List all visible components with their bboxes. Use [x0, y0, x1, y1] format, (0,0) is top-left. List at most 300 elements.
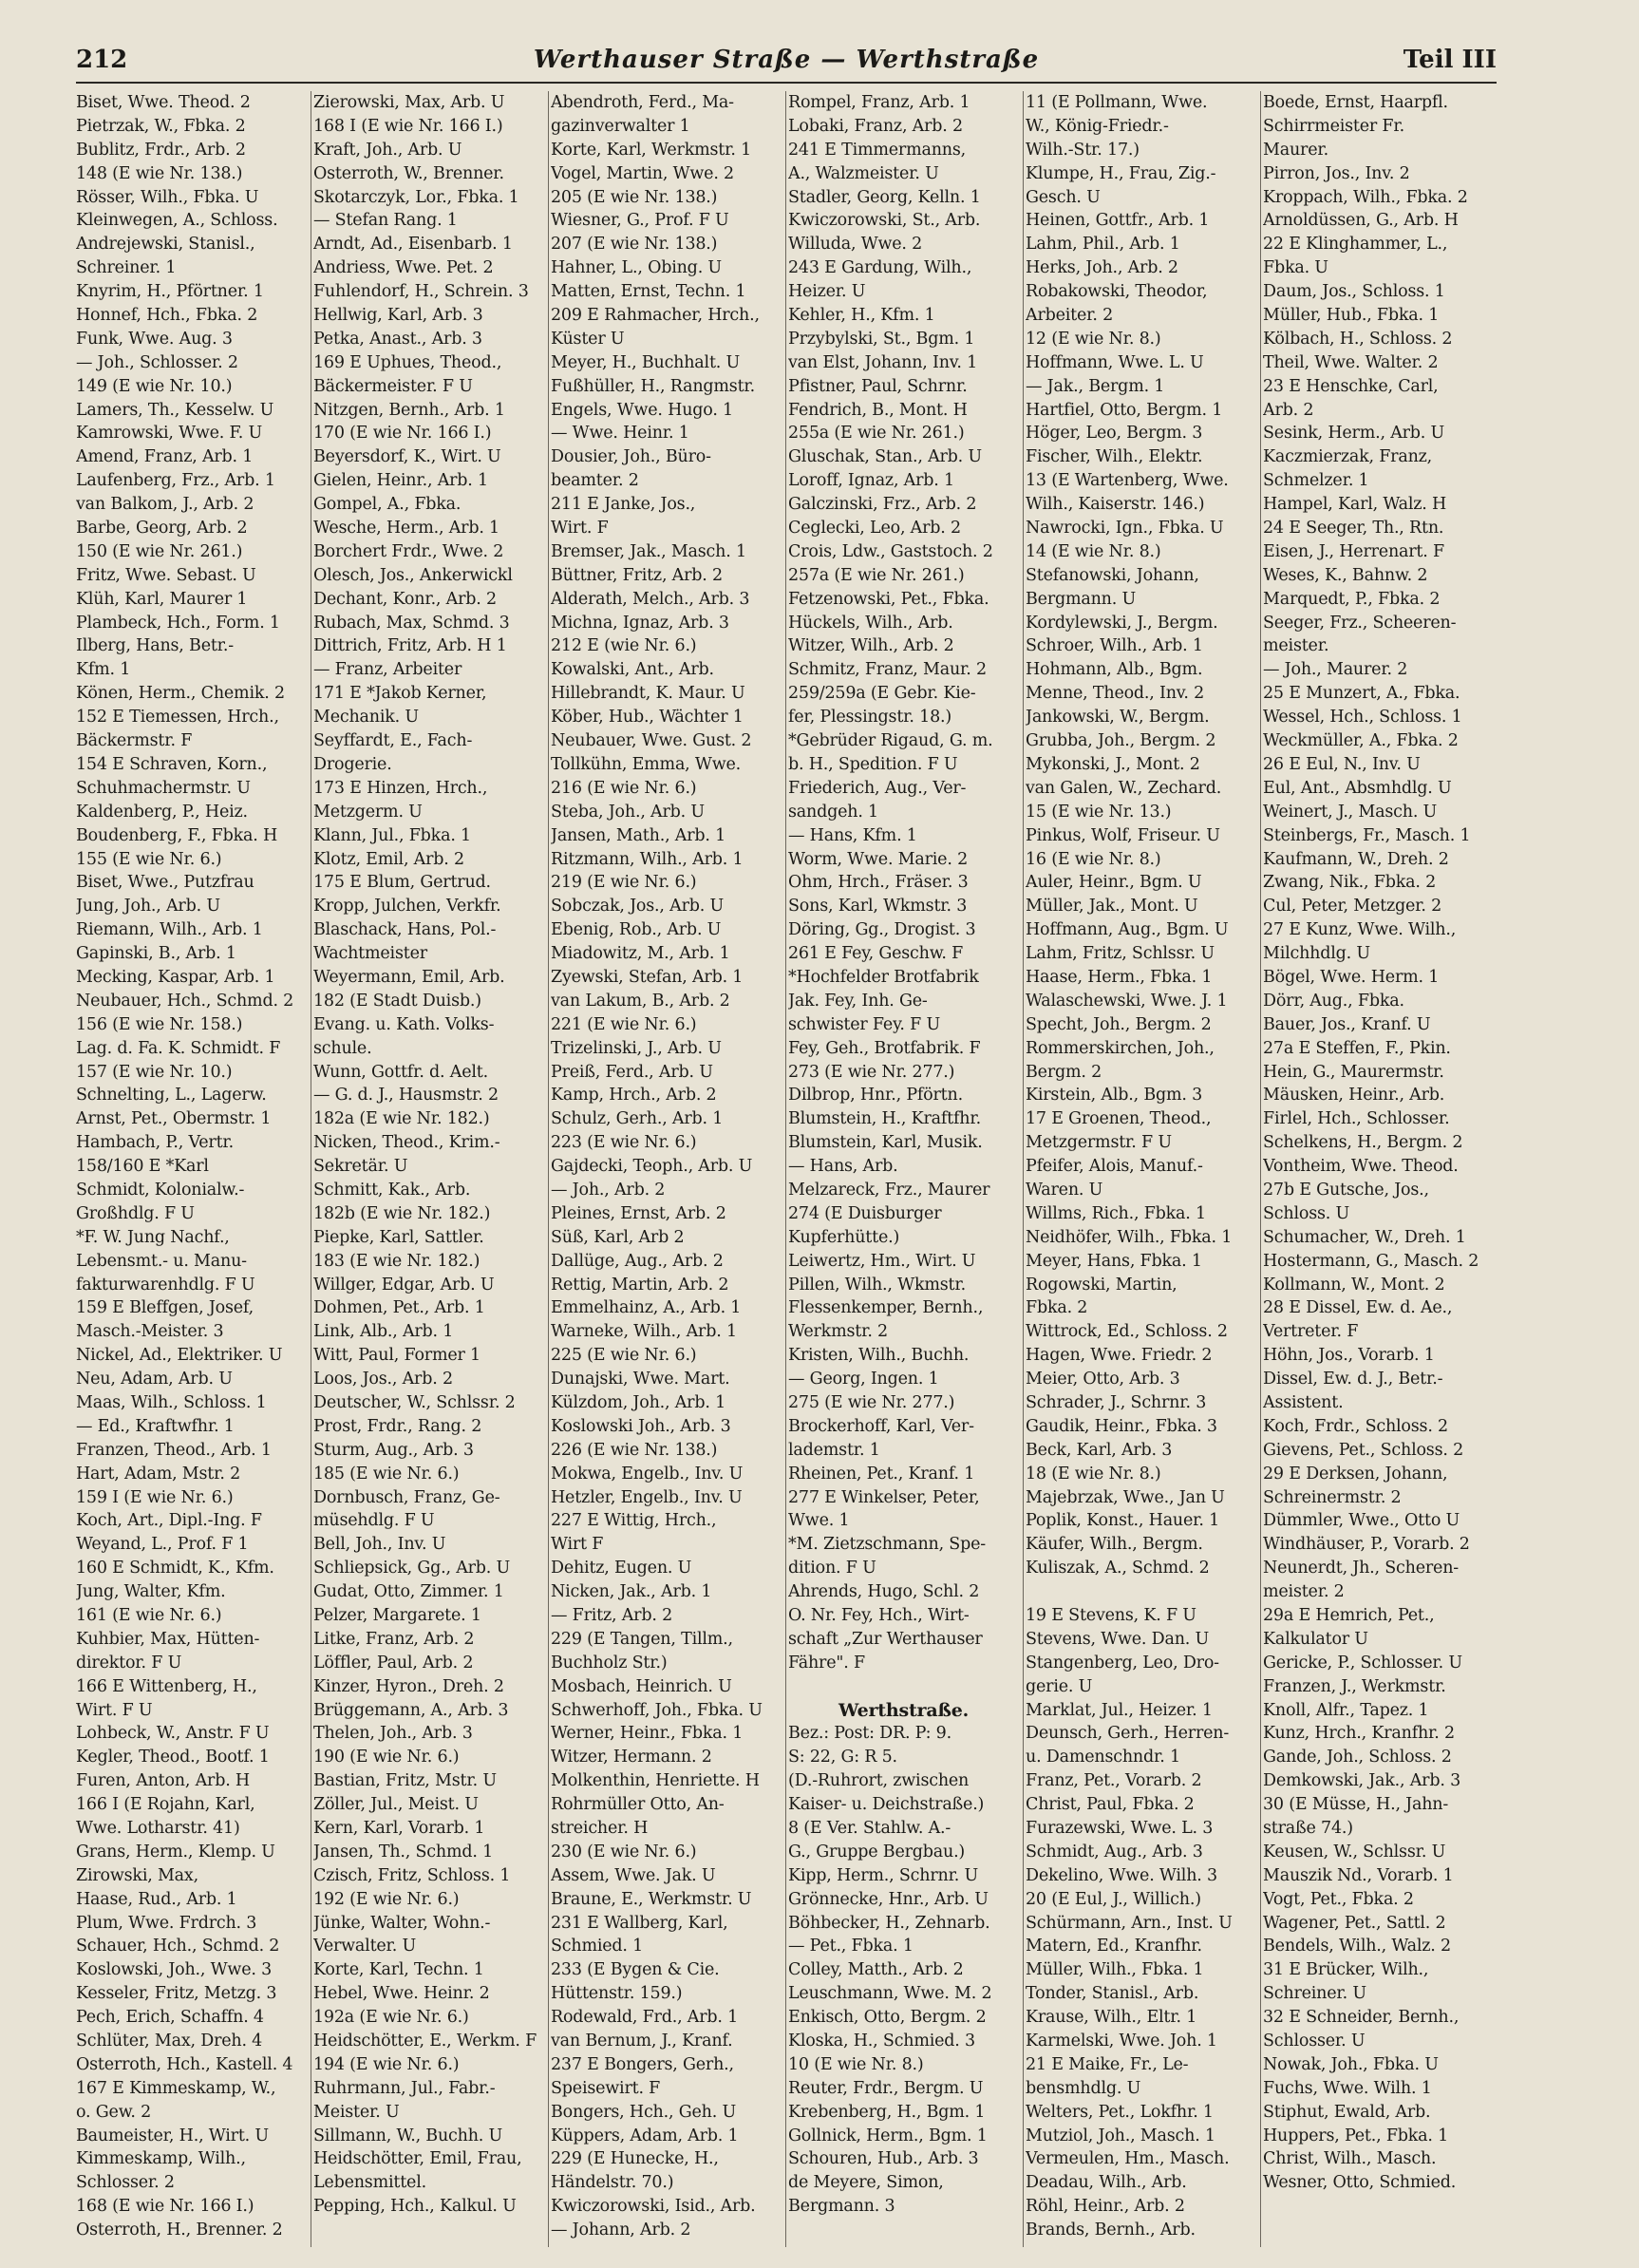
- directory-entry: Schürmann, Arn., Inst. U: [1026, 1913, 1233, 1933]
- directory-entry: Franz, Pet., Vorarb. 2: [1026, 1771, 1202, 1791]
- directory-entry: 243 E Gardung, Wilh.,: [788, 258, 972, 278]
- directory-entry: Kegler, Theod., Bootf. 1: [76, 1748, 270, 1767]
- directory-entry: — Jak., Bergm. 1: [1026, 376, 1165, 396]
- directory-entry: 32 E Schneider, Bernh.,: [1263, 2008, 1460, 2028]
- directory-entry: van Lakum, B., Arb. 2: [551, 991, 730, 1011]
- directory-entry: Czisch, Fritz, Schloss. 1: [313, 1865, 511, 1885]
- directory-entry: Arbeiter. 2: [1026, 306, 1114, 326]
- directory-entry: Schouren, Hub., Arb. 3: [788, 2149, 979, 2169]
- directory-entry: Kropp, Julchen, Verkfr.: [313, 897, 501, 917]
- directory-entry: 27a E Steffen, F., Pkin.: [1263, 1038, 1451, 1058]
- directory-entry: Keusen, W., Schlssr. U: [1263, 1842, 1446, 1862]
- directory-entry: van Bernum, J., Kranf.: [551, 2032, 733, 2051]
- directory-entry: Lahm, Phil., Arb. 1: [1026, 235, 1180, 255]
- directory-entry: Theil, Wwe. Walter. 2: [1263, 352, 1439, 372]
- directory-entry: *M. Zietzschmann, Spe-: [788, 1535, 986, 1555]
- directory-entry: Meyer, H., Buchhalt. U: [551, 352, 741, 372]
- directory-entry: Jansen, Th., Schmd. 1: [313, 1842, 494, 1862]
- directory-entry: Stefanowski, Johann,: [1026, 565, 1199, 585]
- directory-entry: Kaiser- u. Deichstraße.): [788, 1795, 985, 1815]
- directory-entry: Schnelting, L., Lagerw.: [76, 1086, 267, 1106]
- directory-entry: Pinkus, Wolf, Friseur. U: [1026, 825, 1220, 845]
- directory-entry: Metzgermstr. F U: [1026, 1133, 1172, 1153]
- directory-entry: Osterroth, H., Brenner. 2: [76, 2221, 283, 2240]
- directory-entry: Heidschötter, E., Werkm. F: [313, 2032, 537, 2051]
- directory-entry: Gudat, Otto, Zimmer. 1: [313, 1582, 504, 1602]
- directory-entry: Zierowski, Max, Arb. U: [313, 93, 505, 112]
- directory-entry: Koslowski Joh., Arb. 3: [551, 1416, 731, 1436]
- directory-entry: Heidschötter, Emil, Frau,: [313, 2149, 522, 2169]
- directory-entry: — Georg, Ingen. 1: [788, 1370, 939, 1389]
- directory-entry: Rettig, Martin, Arb. 2: [551, 1275, 729, 1295]
- directory-entry: Majebrzak, Wwe., Jan U: [1026, 1487, 1225, 1507]
- directory-entry: 257a (E wie Nr. 261.): [788, 565, 965, 585]
- directory-entry: Matern, Ed., Kranfhr.: [1026, 1937, 1202, 1956]
- directory-entry: Klumpe, H., Frau, Zig.-: [1026, 163, 1216, 183]
- directory-entry: 192a (E wie Nr. 6.): [313, 2008, 469, 2028]
- directory-entry: Wagener, Pet., Sattl. 2: [1263, 1913, 1446, 1933]
- directory-entry: Schwerhoff, Joh., Fbka. U: [551, 1700, 763, 1720]
- directory-entry: 159 E Bleffgen, Josef,: [76, 1298, 254, 1318]
- directory-entry: 175 E Blum, Gertrud.: [313, 873, 491, 893]
- directory-entry: Sillmann, W., Buchh. U: [313, 2126, 503, 2145]
- directory-entry: meister.: [1263, 636, 1329, 656]
- directory-entry: 8 (E Ver. Stahlw. A.-: [788, 1819, 951, 1839]
- directory-entry: 182 (E Stadt Duisb.): [313, 991, 481, 1011]
- directory-entry: Bäckermeister. F U: [313, 376, 473, 396]
- directory-entry: Olesch, Jos., Ankerwickl: [313, 565, 513, 585]
- directory-entry: Tollkühn, Emma, Wwe.: [551, 754, 741, 774]
- directory-entry: Meister. U: [313, 2102, 400, 2122]
- directory-entry: Kristen, Wilh., Buchh.: [788, 1346, 970, 1366]
- directory-entry: Haase, Herm., Fbka. 1: [1026, 967, 1213, 987]
- directory-entry: Eul, Ant., Absmhdlg. U: [1263, 778, 1452, 798]
- directory-entry: Bez.: Post: DR. P: 9.: [788, 1724, 951, 1744]
- directory-entry: van Balkom, J., Arb. 2: [76, 495, 254, 515]
- directory-entry: beamter. 2: [551, 471, 639, 491]
- directory-entry: Lebensmt.- u. Manu-: [76, 1251, 247, 1271]
- directory-entry: Gande, Joh., Schloss. 2: [1263, 1748, 1452, 1767]
- directory-entry: Hebel, Wwe. Heinr. 2: [313, 1984, 490, 2004]
- directory-entry: fakturwarenhdlg. F U: [76, 1275, 255, 1295]
- directory-entry: 169 E Uphues, Theod.,: [313, 352, 502, 372]
- directory-entry: 152 E Tiemessen, Hrch.,: [76, 708, 279, 728]
- directory-entry: Müller, Hub., Fbka. 1: [1263, 306, 1440, 326]
- directory-entry: Arnst, Pet., Obermstr. 1: [76, 1109, 272, 1129]
- directory-entry: Haase, Rud., Arb. 1: [76, 1889, 237, 1909]
- directory-entry: Pelzer, Margarete. 1: [313, 1606, 481, 1625]
- directory-entry: Crois, Ldw., Gaststoch. 2: [788, 541, 993, 561]
- directory-entry: 209 E Rahmacher, Hrch.,: [551, 306, 760, 326]
- directory-entry: Dilbrop, Hnr., Pförtn.: [788, 1086, 963, 1106]
- directory-entry: 192 (E wie Nr. 6.): [313, 1889, 460, 1909]
- directory-entry: Melzareck, Frz., Maurer: [788, 1180, 990, 1200]
- directory-entry: Wwe. 1: [788, 1511, 850, 1531]
- volume-label: Teil III: [1403, 46, 1497, 74]
- directory-entry: Jung, Walter, Kfm.: [76, 1582, 226, 1602]
- directory-entry: Krause, Wilh., Eltr. 1: [1026, 2008, 1197, 2028]
- directory-entry: Karmelski, Wwe. Joh. 1: [1026, 2032, 1217, 2051]
- directory-entry: Wesche, Herm., Arb. 1: [313, 519, 499, 539]
- directory-entry: Kwiczorowski, St., Arb.: [788, 211, 981, 231]
- directory-entry: Weses, K., Bahnw. 2: [1263, 565, 1428, 585]
- directory-entry: Fetzenowski, Pet., Fbka.: [788, 589, 989, 609]
- directory-entry: Schmidt, Kolonialw.-: [76, 1180, 245, 1200]
- directory-entry: 18 (E wie Nr. 8.): [1026, 1464, 1161, 1484]
- directory-entry: 11 (E Pollmann, Wwe.: [1026, 93, 1208, 112]
- directory-entry: Franzen, J., Werkmstr.: [1263, 1676, 1446, 1696]
- directory-entry: Bell, Joh., Inv. U: [313, 1535, 446, 1555]
- directory-entry: Gapinski, B., Arb. 1: [76, 944, 236, 964]
- directory-entry: Kleinwegen, A., Schloss.: [76, 211, 278, 231]
- directory-entry: Küster U: [551, 329, 625, 349]
- directory-entry: Skotarczyk, Lor., Fbka. 1: [313, 187, 519, 207]
- directory-entry: Weyand, L., Prof. F 1: [76, 1535, 249, 1555]
- directory-entry: Schauer, Hch., Schmd. 2: [76, 1937, 280, 1956]
- directory-entry: Bongers, Hch., Geh. U: [551, 2102, 736, 2122]
- directory-entry: Bergmann. U: [1026, 589, 1137, 609]
- directory-entry: 241 E Timmermanns,: [788, 140, 966, 160]
- directory-entry: Pepping, Hch., Kalkul. U: [313, 2197, 517, 2217]
- directory-entry: Fischer, Wilh., Elektr.: [1026, 447, 1203, 467]
- directory-entry: Eisen, J., Herrenart. F: [1263, 541, 1444, 561]
- directory-entry: Alderath, Melch., Arb. 3: [551, 589, 750, 609]
- directory-entry: [788, 1675, 1019, 1699]
- directory-entry: Christ, Paul, Fbka. 2: [1026, 1795, 1195, 1815]
- directory-entry: Demkowski, Jak., Arb. 3: [1263, 1771, 1461, 1791]
- directory-entry: 14 (E wie Nr. 8.): [1026, 541, 1161, 561]
- directory-entry: Kunz, Hrch., Kranfhr. 2: [1263, 1724, 1455, 1744]
- directory-entry: Loos, Jos., Arb. 2: [313, 1370, 453, 1389]
- column-2: [311, 91, 549, 2247]
- directory-entry: 231 E Wallberg, Karl,: [551, 1913, 728, 1933]
- directory-entry: Laufenberg, Frz., Arb. 1: [76, 471, 275, 491]
- directory-entry: Stevens, Wwe. Dan. U: [1026, 1629, 1210, 1649]
- directory-entry: 160 E Schmidt, K., Kfm.: [76, 1559, 274, 1578]
- directory-entry: Großhdlg. F U: [76, 1203, 195, 1223]
- directory-entry: Werner, Heinr., Fbka. 1: [551, 1724, 744, 1744]
- directory-entry: Kupferhütte.): [788, 1227, 900, 1247]
- directory-entry: schwister Fey. F U: [788, 1014, 941, 1034]
- directory-entry: Jünke, Walter, Wohn.-: [313, 1913, 491, 1933]
- directory-entry: Mäusken, Heinr., Arb.: [1263, 1086, 1445, 1106]
- directory-entry: Gajdecki, Teoph., Arb. U: [551, 1157, 753, 1177]
- directory-entry: Specht, Joh., Bergm. 2: [1026, 1014, 1212, 1034]
- directory-entry: Kehler, H., Kfm. 1: [788, 306, 935, 326]
- directory-entry: Mykonski, J., Mont. 2: [1026, 754, 1200, 774]
- directory-entry: Sekretär. U: [313, 1157, 408, 1177]
- directory-entry: Firlel, Hch., Schlosser.: [1263, 1109, 1450, 1129]
- page-number: 212: [76, 46, 128, 74]
- directory-entry: 233 (E Bygen & Cie.: [551, 1960, 720, 1980]
- directory-entry: Kordylewski, J., Bergm.: [1026, 613, 1218, 633]
- directory-entry: Steinbergs, Fr., Masch. 1: [1263, 825, 1471, 845]
- directory-entry: 211 E Janke, Jos.,: [551, 495, 696, 515]
- directory-entry: Dümmler, Wwe., Otto U: [1263, 1511, 1460, 1531]
- directory-entry: Kaldenberg, P., Heiz.: [76, 802, 248, 822]
- directory-entry: Fußhüller, H., Rangmstr.: [551, 376, 756, 396]
- directory-entry: 274 (E Duisburger: [788, 1203, 942, 1223]
- directory-entry: Ahrends, Hugo, Schl. 2: [788, 1582, 980, 1602]
- directory-entry: Colley, Matth., Arb. 2: [788, 1960, 964, 1980]
- directory-entry: Dunajski, Wwe. Mart.: [551, 1370, 730, 1389]
- directory-entry: Cul, Peter, Metzger. 2: [1263, 897, 1442, 917]
- directory-entry: — Ed., Kraftwfhr. 1: [76, 1416, 235, 1436]
- directory-entry: Rheinen, Pet., Kranf. 1: [788, 1464, 975, 1484]
- directory-entry: Fuchs, Wwe. Wilh. 1: [1263, 2078, 1432, 2098]
- directory-entry: Pleines, Ernst, Arb. 2: [551, 1203, 726, 1223]
- directory-entry: 28 E Dissel, Ew. d. Ae.,: [1263, 1298, 1453, 1318]
- directory-entry: Zwang, Nik., Fbka. 2: [1263, 873, 1437, 893]
- directory-entry: Rohrmüller Otto, An-: [551, 1795, 725, 1815]
- directory-entry: Reuter, Frdr., Bergm. U: [788, 2078, 984, 2098]
- directory-entry: Dörr, Aug., Fbka.: [1263, 991, 1404, 1011]
- page-header: [76, 40, 1497, 84]
- directory-entry: Witzer, Hermann. 2: [551, 1748, 712, 1767]
- directory-entry: Gesch. U: [1026, 187, 1101, 207]
- directory-entry: Wunn, Gottfr. d. Aelt.: [313, 1062, 488, 1082]
- directory-entry: Menne, Theod., Inv. 2: [1026, 684, 1205, 704]
- directory-entry: Hein, G., Maurermstr.: [1263, 1062, 1444, 1082]
- directory-entry: Kinzer, Hyron., Dreh. 2: [313, 1676, 504, 1696]
- directory-entry: Wessel, Hch., Schloss. 1: [1263, 708, 1462, 728]
- directory-entry: Meier, Otto, Arb. 3: [1026, 1370, 1180, 1389]
- directory-entry: Klüh, Karl, Maurer 1: [76, 589, 248, 609]
- directory-entry: Ohm, Hrch., Fräser. 3: [788, 873, 969, 893]
- directory-entry: 30 (E Müsse, H., Jahn-: [1263, 1795, 1449, 1815]
- directory-entry: Wwe. Lotharstr. 41): [76, 1819, 240, 1839]
- directory-entry: Sobczak, Jos., Arb. U: [551, 897, 725, 917]
- directory-entry: 25 E Munzert, A., Fbka.: [1263, 684, 1460, 704]
- directory-entry: Weckmüller, A., Fbka. 2: [1263, 731, 1459, 751]
- directory-entry: — Wwe. Heinr. 1: [551, 424, 689, 444]
- directory-entry: Meyer, Hans, Fbka. 1: [1026, 1251, 1202, 1271]
- directory-entry: Trizelinski, J., Arb. U: [551, 1038, 722, 1058]
- directory-entry: Vontheim, Wwe. Theod.: [1263, 1157, 1459, 1177]
- directory-entry: Maurer.: [1263, 140, 1328, 160]
- directory-entry: Furazewski, Wwe. L. 3: [1026, 1819, 1214, 1839]
- directory-entry: Walaschewski, Wwe. J. 1: [1026, 991, 1228, 1011]
- directory-entry: Stangenberg, Leo, Dro-: [1026, 1653, 1219, 1673]
- directory-entry: Wiesner, G., Prof. F U: [551, 211, 729, 231]
- directory-entry: Biset, Wwe., Putzfrau: [76, 873, 254, 893]
- directory-entry: Schmitt, Kak., Arb.: [313, 1180, 471, 1200]
- directory-entry: 277 E Winkelser, Peter,: [788, 1487, 980, 1507]
- directory-entry: W., König-Friedr.-: [1026, 116, 1169, 136]
- directory-entry: Seeger, Frz., Scheeren-: [1263, 613, 1457, 633]
- directory-entry: Hostermann, G., Masch. 2: [1263, 1251, 1479, 1271]
- directory-entry: Rompel, Franz, Arb. 1: [788, 93, 970, 112]
- directory-entry: 22 E Klinghammer, L.,: [1263, 235, 1448, 255]
- directory-entry: 166 E Wittenberg, H.,: [76, 1676, 257, 1696]
- directory-entry: Poplik, Konst., Hauer. 1: [1026, 1511, 1220, 1531]
- directory-entry: Koch, Frdr., Schloss. 2: [1263, 1416, 1448, 1436]
- directory-entry: Barbe, Georg, Arb. 2: [76, 519, 248, 539]
- directory-entry: Brands, Bernh., Arb.: [1026, 2221, 1196, 2240]
- directory-entry: Schreiner. 1: [76, 258, 177, 278]
- directory-entry: 221 (E wie Nr. 6.): [551, 1014, 697, 1034]
- directory-entry: Schuhmachermstr. U: [76, 778, 251, 798]
- directory-entry: 166 I (E Rojahn, Karl,: [76, 1795, 255, 1815]
- directory-entry: Wilh., Kaiserstr. 146.): [1026, 495, 1205, 515]
- directory-entry: 157 (E wie Nr. 10.): [76, 1062, 233, 1082]
- directory-entry: Neidhöfer, Wilh., Fbka. 1: [1026, 1227, 1233, 1247]
- directory-entry: Willuda, Wwe. 2: [788, 235, 923, 255]
- directory-entry: Nicken, Theod., Krim.-: [313, 1133, 500, 1153]
- directory-entry: Amend, Franz, Arb. 1: [76, 447, 254, 467]
- directory-entry: Hüttenstr. 159.): [551, 1984, 683, 2004]
- directory-entry: Kaczmierzak, Franz,: [1263, 447, 1433, 467]
- directory-entry: Loroff, Ignaz, Arb. 1: [788, 471, 954, 491]
- directory-entry: — Franz, Arbeiter: [313, 660, 462, 680]
- directory-entry: Gericke, P., Schlosser. U: [1263, 1653, 1462, 1673]
- directory-entry: Andriess, Wwe. Pet. 2: [313, 258, 494, 278]
- directory-entry: Buchholz Str.): [551, 1653, 668, 1673]
- directory-entry: Hagen, Wwe. Friedr. 2: [1026, 1346, 1213, 1366]
- directory-entry: Wittrock, Ed., Schloss. 2: [1026, 1322, 1228, 1342]
- directory-entry: Marklat, Jul., Heizer. 1: [1026, 1700, 1213, 1720]
- directory-entry: Welters, Pet., Lokfhr. 1: [1026, 2102, 1214, 2122]
- directory-entry: Lohbeck, W., Anstr. F U: [76, 1724, 270, 1744]
- directory-entry: Mosbach, Heinrich. U: [551, 1676, 732, 1696]
- directory-entry: 15 (E wie Nr. 13.): [1026, 802, 1172, 822]
- directory-entry: 23 E Henschke, Carl,: [1263, 376, 1439, 396]
- directory-entry: 31 E Brücker, Wilh.,: [1263, 1960, 1429, 1980]
- directory-entry: Fbka. 2: [1026, 1298, 1088, 1318]
- directory-entry: 171 E *Jakob Kerner,: [313, 684, 487, 704]
- directory-entry: Jankowski, W., Bergm.: [1026, 708, 1210, 728]
- directory-entry: Assem, Wwe. Jak. U: [551, 1865, 716, 1885]
- directory-entry: Ebenig, Rob., Arb. U: [551, 920, 722, 940]
- directory-entry: Kfm. 1: [76, 660, 131, 680]
- directory-entry: Engels, Wwe. Hugo. 1: [551, 400, 733, 420]
- directory-entry: Willms, Rich., Fbka. 1: [1026, 1203, 1206, 1223]
- directory-entry: 212 E (wie Nr. 6.): [551, 636, 697, 656]
- directory-entry: 227 E Wittig, Hrch.,: [551, 1511, 717, 1531]
- directory-entry: — Pet., Fbka. 1: [788, 1937, 914, 1956]
- directory-entry: Pietrzak, W., Fbka. 2: [76, 116, 246, 136]
- directory-entry: Dousier, Joh., Büro-: [551, 447, 711, 467]
- directory-entry: Kirstein, Alb., Bgm. 3: [1026, 1086, 1203, 1106]
- directory-entry: Müller, Jak., Mont. U: [1026, 897, 1198, 917]
- directory-entry: Christ, Wilh., Masch.: [1263, 2149, 1437, 2169]
- directory-entry: Küppers, Adam, Arb. 1: [551, 2126, 739, 2145]
- directory-entry: Blaschack, Hans, Pol.-: [313, 920, 497, 940]
- directory-entry: 207 (E wie Nr. 138.): [551, 235, 718, 255]
- directory-entry: Neubauer, Wwe. Gust. 2: [551, 731, 752, 751]
- directory-entry: streicher. H: [551, 1819, 649, 1839]
- directory-entry: schule.: [313, 1038, 372, 1058]
- directory-entry: Bergmann. 3: [788, 2197, 895, 2217]
- directory-entry: Händelstr. 70.): [551, 2173, 674, 2193]
- directory-entry: Verwalter. U: [313, 1937, 417, 1956]
- directory-entry: Andrejewski, Stanisl.,: [76, 235, 255, 255]
- directory-entry: Marquedt, P., Fbka. 2: [1263, 589, 1441, 609]
- directory-entry: Baumeister, H., Wirt. U: [76, 2126, 269, 2145]
- directory-entry: Hillebrandt, K. Maur. U: [551, 684, 745, 704]
- directory-entry: Lebensmittel.: [313, 2173, 426, 2193]
- directory-entry: Neunerdt, Jh., Scheren-: [1263, 1559, 1459, 1578]
- directory-entry: Fähre". F: [788, 1653, 865, 1673]
- directory-entry: Litke, Franz, Arb. 2: [313, 1629, 475, 1649]
- directory-entry: 20 (E Eul, J., Willich.): [1026, 1889, 1201, 1909]
- directory-entry: Dehitz, Eugen. U: [551, 1559, 692, 1578]
- directory-entry: Daum, Jos., Schloss. 1: [1263, 282, 1445, 302]
- directory-entry: Enkisch, Otto, Bergm. 2: [788, 2008, 987, 2028]
- directory-entry: 16 (E wie Nr. 8.): [1026, 849, 1161, 869]
- directory-entry: van Elst, Johann, Inv. 1: [788, 352, 978, 372]
- directory-entry: Dallüge, Aug., Arb. 2: [551, 1251, 724, 1271]
- directory-entry: Nitzgen, Bernh., Arb. 1: [313, 400, 505, 420]
- directory-entry: Biset, Wwe. Theod. 2: [76, 93, 251, 112]
- directory-entry: meister. 2: [1263, 1582, 1345, 1602]
- directory-entry: 168 I (E wie Nr. 166 I.): [313, 116, 503, 136]
- directory-entry: Dekelino, Wwe. Wilh. 3: [1026, 1865, 1217, 1885]
- directory-entry: G., Gruppe Bergbau.): [788, 1842, 966, 1862]
- directory-entry: Plum, Wwe. Frdrch. 3: [76, 1913, 257, 1933]
- directory-entry: gazinverwalter 1: [551, 116, 690, 136]
- directory-entry: Stadler, Georg, Kelln. 1: [788, 187, 981, 207]
- directory-entry: 13 (E Wartenberg, Wwe.: [1026, 471, 1229, 491]
- directory-entry: Piepke, Karl, Sattler.: [313, 1227, 484, 1247]
- directory-entry: dition. F U: [788, 1559, 876, 1578]
- directory-entry: Bublitz, Frdr., Arb. 2: [76, 140, 246, 160]
- directory-entry: Schroer, Wilh., Arb. 1: [1026, 636, 1203, 656]
- directory-entry: 205 (E wie Nr. 138.): [551, 187, 718, 207]
- directory-entry: Mokwa, Engelb., Inv. U: [551, 1464, 744, 1484]
- directory-entry: Schulz, Gerh., Arb. 1: [551, 1109, 724, 1129]
- directory-entry: o. Gew. 2: [76, 2102, 152, 2122]
- directory-entry: 237 E Bongers, Gerh.,: [551, 2054, 734, 2074]
- directory-entry: bensmhdlg. U: [1026, 2078, 1141, 2098]
- column-5: [1024, 91, 1261, 2247]
- directory-entry: Rommerskirchen, Joh.,: [1026, 1038, 1215, 1058]
- directory-entry: Gievens, Pet., Schloss. 2: [1263, 1440, 1464, 1460]
- directory-entry: gerie. U: [1026, 1676, 1093, 1696]
- directory-entry: Preiß, Ferd., Arb. U: [551, 1062, 713, 1082]
- directory-entry: Kimmeskamp, Wilh.,: [76, 2149, 246, 2169]
- directory-entry: 255a (E wie Nr. 261.): [788, 424, 965, 444]
- directory-entry: Mutziol, Joh., Masch. 1: [1026, 2126, 1215, 2145]
- directory-entry: Fendrich, B., Mont. H: [788, 400, 968, 420]
- directory-entry: u. Damenschndr. 1: [1026, 1748, 1180, 1767]
- directory-entry: 225 (E wie Nr. 6.): [551, 1346, 697, 1366]
- directory-entry: 29 E Derksen, Johann,: [1263, 1464, 1448, 1484]
- column-3: [549, 91, 786, 2247]
- directory-entry: Metzgerm. U: [313, 802, 423, 822]
- directory-entry: Jak. Fey, Inh. Ge-: [788, 991, 928, 1011]
- directory-entry: Schliepsick, Gg., Arb. U: [313, 1559, 511, 1578]
- directory-entry: Nawrocki, Ign., Fbka. U: [1026, 519, 1224, 539]
- directory-entry: Schreinermstr. 2: [1263, 1487, 1402, 1507]
- directory-entry: Hetzler, Engelb., Inv. U: [551, 1487, 743, 1507]
- directory-entry: Zyewski, Stefan, Arb. 1: [551, 967, 744, 987]
- directory-entry: Böhbecker, H., Zehnarb.: [788, 1913, 990, 1933]
- directory-entry: 29a E Hemrich, Pet.,: [1263, 1606, 1435, 1625]
- directory-entry: Blumstein, Karl, Musik.: [788, 1133, 983, 1153]
- directory-entry: Ruhrmann, Jul., Fabr.-: [313, 2078, 496, 2098]
- directory-entry: Kaufmann, W., Dreh. 2: [1263, 849, 1449, 869]
- directory-entry: Grans, Herm., Klemp. U: [76, 1842, 275, 1862]
- directory-entry: Thelen, Joh., Arb. 3: [313, 1724, 473, 1744]
- directory-entry: Vermeulen, Hm., Masch.: [1026, 2149, 1230, 2169]
- directory-entry: Flessenkemper, Bernh.,: [788, 1298, 984, 1318]
- directory-entry: Jansen, Math., Arb. 1: [551, 825, 726, 845]
- directory-entry: b. H., Spedition. F U: [788, 754, 958, 774]
- directory-entry: Fritz, Wwe. Sebast. U: [76, 565, 256, 585]
- directory-entry: Huppers, Pet., Fbka. 1: [1263, 2126, 1449, 2145]
- directory-entry: 170 (E wie Nr. 166 I.): [313, 424, 492, 444]
